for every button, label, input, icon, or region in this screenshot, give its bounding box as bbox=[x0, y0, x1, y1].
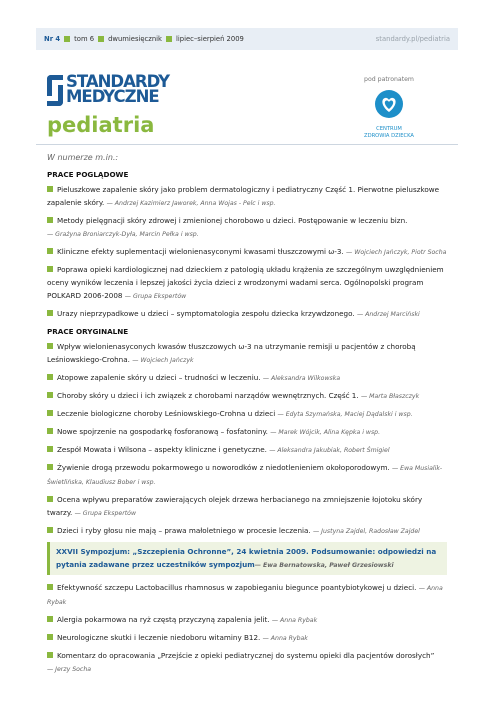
article-authors: — Anna Rybak bbox=[47, 585, 443, 606]
article-title: Neurologiczne skutki i leczenie niedoboru witaminy B12. bbox=[57, 633, 261, 642]
article-title: Kliniczne efekty suplementacji wielonienasyconymi kwasami tłuszczowymi ω-3. bbox=[57, 247, 344, 256]
bullet-icon bbox=[47, 428, 53, 434]
article-authors: — Grupa Ekspertów bbox=[124, 293, 187, 300]
patronage bbox=[353, 76, 425, 140]
s-logo-icon bbox=[47, 75, 63, 106]
list-item[interactable] bbox=[47, 407, 447, 421]
article-authors: — Wojciech Jańczyk, Piotr Socha bbox=[346, 249, 447, 256]
patron-org-line-2: ZDROWIA DZIECKA bbox=[364, 133, 414, 139]
article-authors: — Aleksandra Jakubiak, Robert Śmigiel bbox=[269, 447, 390, 454]
website-link[interactable]: standardy.pl/pediatria bbox=[375, 35, 450, 43]
article-authors: — Edyta Szymańska, Maciej Dądalski i wsp. bbox=[277, 411, 413, 418]
article-authors: — Ewa Musialik-Świetlińska, Klaudiusz Bober i wsp. bbox=[47, 465, 443, 486]
bullet-icon bbox=[47, 186, 53, 192]
bullet-icon bbox=[47, 616, 53, 622]
list-item[interactable] bbox=[47, 443, 447, 457]
article-title: Atopowe zapalenie skóry u dzieci – trudności w leczeniu. bbox=[57, 373, 261, 382]
article-title: Pieluszkowe zapalenie skóry jako problem dermatologiczny i pediatryczny Część 1. Pierwotne pieluszkowe zapalenie skóry. bbox=[47, 185, 440, 207]
article-title: Komentarz do opracowania „Przejście z opieki pediatrycznej do systemu opieki dla pacjentów dorosłych” bbox=[57, 651, 435, 660]
section-heading-original: PRACE ORYGINALNE bbox=[47, 327, 129, 336]
symposium-title: XXVII Sympozjum: „Szczepienia Ochronne”, 24 kwietnia 2009. Podsumowanie: odpowiedzi na pytania zadawane przez uczestników sympozjum bbox=[56, 547, 437, 569]
symposium-authors: — Ewa Bernatowska, Paweł Grzesiowski bbox=[254, 562, 394, 569]
issue-number: Nr 4 bbox=[44, 35, 61, 43]
bullet-icon bbox=[47, 343, 53, 349]
issue-info bbox=[44, 35, 244, 43]
article-authors: — Aleksandra Wilkowska bbox=[262, 375, 341, 382]
list-item[interactable] bbox=[47, 214, 447, 241]
list-item[interactable] bbox=[47, 245, 447, 259]
bullet-icon bbox=[47, 374, 53, 380]
article-title: Wpływ wielonienasyconych kwasów tłuszczowych ω-3 na utrzymanie remisji u pacjentów z chorobą Leśniowskiego-Crohna. bbox=[47, 342, 416, 364]
article-authors: — Justyna Zajdel, Radosław Zajdel bbox=[313, 528, 420, 535]
list-item[interactable] bbox=[47, 524, 447, 538]
article-title: Zespół Mowata i Wilsona – aspekty kliniczne i genetyczne. bbox=[57, 445, 267, 454]
article-authors: — Marta Błaszczyk bbox=[360, 393, 420, 400]
article-title: Efektywność szczepu Lactobacillus rhamnosus w zapobieganiu biegunce poantybiotykowej u dzieci. bbox=[57, 583, 417, 592]
list-item[interactable] bbox=[47, 581, 447, 609]
bullet-icon bbox=[47, 634, 53, 640]
bullet-square-icon bbox=[166, 36, 172, 42]
bullet-icon bbox=[47, 464, 53, 470]
article-title: Choroby skóry u dzieci i ich związek z chorobami narządów wewnętrznych. Część 1. bbox=[57, 391, 359, 400]
issue-date: lipiec–sierpień 2009 bbox=[176, 35, 244, 43]
bullet-icon bbox=[47, 652, 53, 658]
article-authors: — Anna Rybak bbox=[271, 617, 318, 624]
intro-text: W numerze m.in.: bbox=[47, 153, 119, 162]
list-item[interactable] bbox=[47, 461, 447, 489]
article-authors: — Marek Wójcik, Alina Kępka i wsp. bbox=[270, 429, 381, 436]
contents-list bbox=[47, 151, 447, 680]
symposium-box[interactable] bbox=[47, 542, 447, 575]
list-item[interactable] bbox=[47, 389, 447, 403]
patron-org-line-1: CENTRUM bbox=[376, 126, 402, 132]
journal-title: pediatria bbox=[47, 113, 155, 137]
list-item[interactable] bbox=[47, 263, 447, 303]
divider bbox=[36, 144, 458, 145]
brand-logo bbox=[47, 74, 169, 106]
article-title: Poprawa opieki kardiologicznej nad dzieckiem z patologią układu krążenia ze szczególnym uwzględnieniem oceny wyników leczenia i lepszej jakości życia dzieci z wrodzonymi wadami serca. Ogólnopolski program POLKARD 2006-2008 bbox=[47, 265, 444, 300]
article-title: Żywienie drogą przewodu pokarmowego u noworodków z niedotlenieniem okołoporodowym. bbox=[57, 463, 390, 472]
article-authors: — Andrzej Kazimierz Jaworek, Anna Wojas - Pelc i wsp. bbox=[106, 200, 276, 207]
bullet-icon bbox=[47, 496, 53, 502]
list-item[interactable] bbox=[47, 371, 447, 385]
list-item[interactable] bbox=[47, 340, 447, 367]
bullet-icon bbox=[47, 310, 53, 316]
patronage-label: pod patronatem bbox=[364, 76, 414, 83]
article-title: Leczenie biologiczne choroby Leśniowskiego-Crohna u dzieci bbox=[57, 409, 276, 418]
list-item[interactable] bbox=[47, 613, 447, 627]
bullet-icon bbox=[47, 446, 53, 452]
bullet-icon bbox=[47, 217, 53, 223]
brand-line-2: MEDYCZNE bbox=[66, 87, 159, 106]
article-title: Ocena wpływu preparatów zawierających olejek drzewa herbacianego na zmniejszenie łojotoku skóry twarzy. bbox=[47, 495, 423, 517]
list-item[interactable] bbox=[47, 631, 447, 645]
list-item[interactable] bbox=[47, 493, 447, 520]
article-authors: — Andrzej Marciński bbox=[356, 311, 420, 318]
article-title: Urazy nieprzypadkowe u dzieci – symptomatologia zespołu dziecka krzywdzonego. bbox=[57, 309, 355, 318]
bullet-icon bbox=[47, 410, 53, 416]
article-authors: — Wojciech Jańczyk bbox=[132, 357, 194, 364]
bullet-icon bbox=[47, 527, 53, 533]
article-title: Dzieci i ryby głosu nie mają – prawa małoletniego w procesie leczenia. bbox=[57, 526, 311, 535]
list-item[interactable] bbox=[47, 307, 447, 321]
article-authors: — Grażyna Broniarczyk-Dyła, Marcin Pełka i wsp. bbox=[47, 231, 199, 238]
bullet-icon bbox=[47, 248, 53, 254]
bullet-icon bbox=[47, 392, 53, 398]
list-item[interactable] bbox=[47, 183, 447, 210]
brand-line-1: STANDARDY bbox=[66, 72, 170, 91]
list-item[interactable] bbox=[47, 649, 447, 676]
article-title: Nowe spojrzenie na gospodarkę fosforanową – fosfatoniny. bbox=[57, 427, 268, 436]
list-item[interactable] bbox=[47, 425, 447, 439]
article-authors: — Anna Rybak bbox=[262, 635, 308, 642]
bullet-square-icon bbox=[98, 36, 104, 42]
bullet-square-icon bbox=[64, 36, 70, 42]
frequency: dwumiesięcznik bbox=[108, 35, 162, 43]
volume: tom 6 bbox=[74, 35, 95, 43]
article-title: Metody pielęgnacji skóry zdrowej i zmienionej chorobowo u dzieci. Postępowanie w leczeniu bizn. bbox=[57, 216, 408, 225]
header-bar bbox=[36, 28, 458, 50]
heart-icon bbox=[374, 89, 404, 119]
section-heading-review: PRACE POGLĄDOWE bbox=[47, 170, 129, 179]
article-authors: — Grupa Ekspertów bbox=[74, 510, 137, 517]
bullet-icon bbox=[47, 584, 53, 590]
article-title: Alergia pokarmowa na ryż częstą przyczyną zapalenia jelit. bbox=[57, 615, 270, 624]
bullet-icon bbox=[47, 266, 53, 272]
article-authors: — Jerzy Socha bbox=[47, 666, 92, 673]
